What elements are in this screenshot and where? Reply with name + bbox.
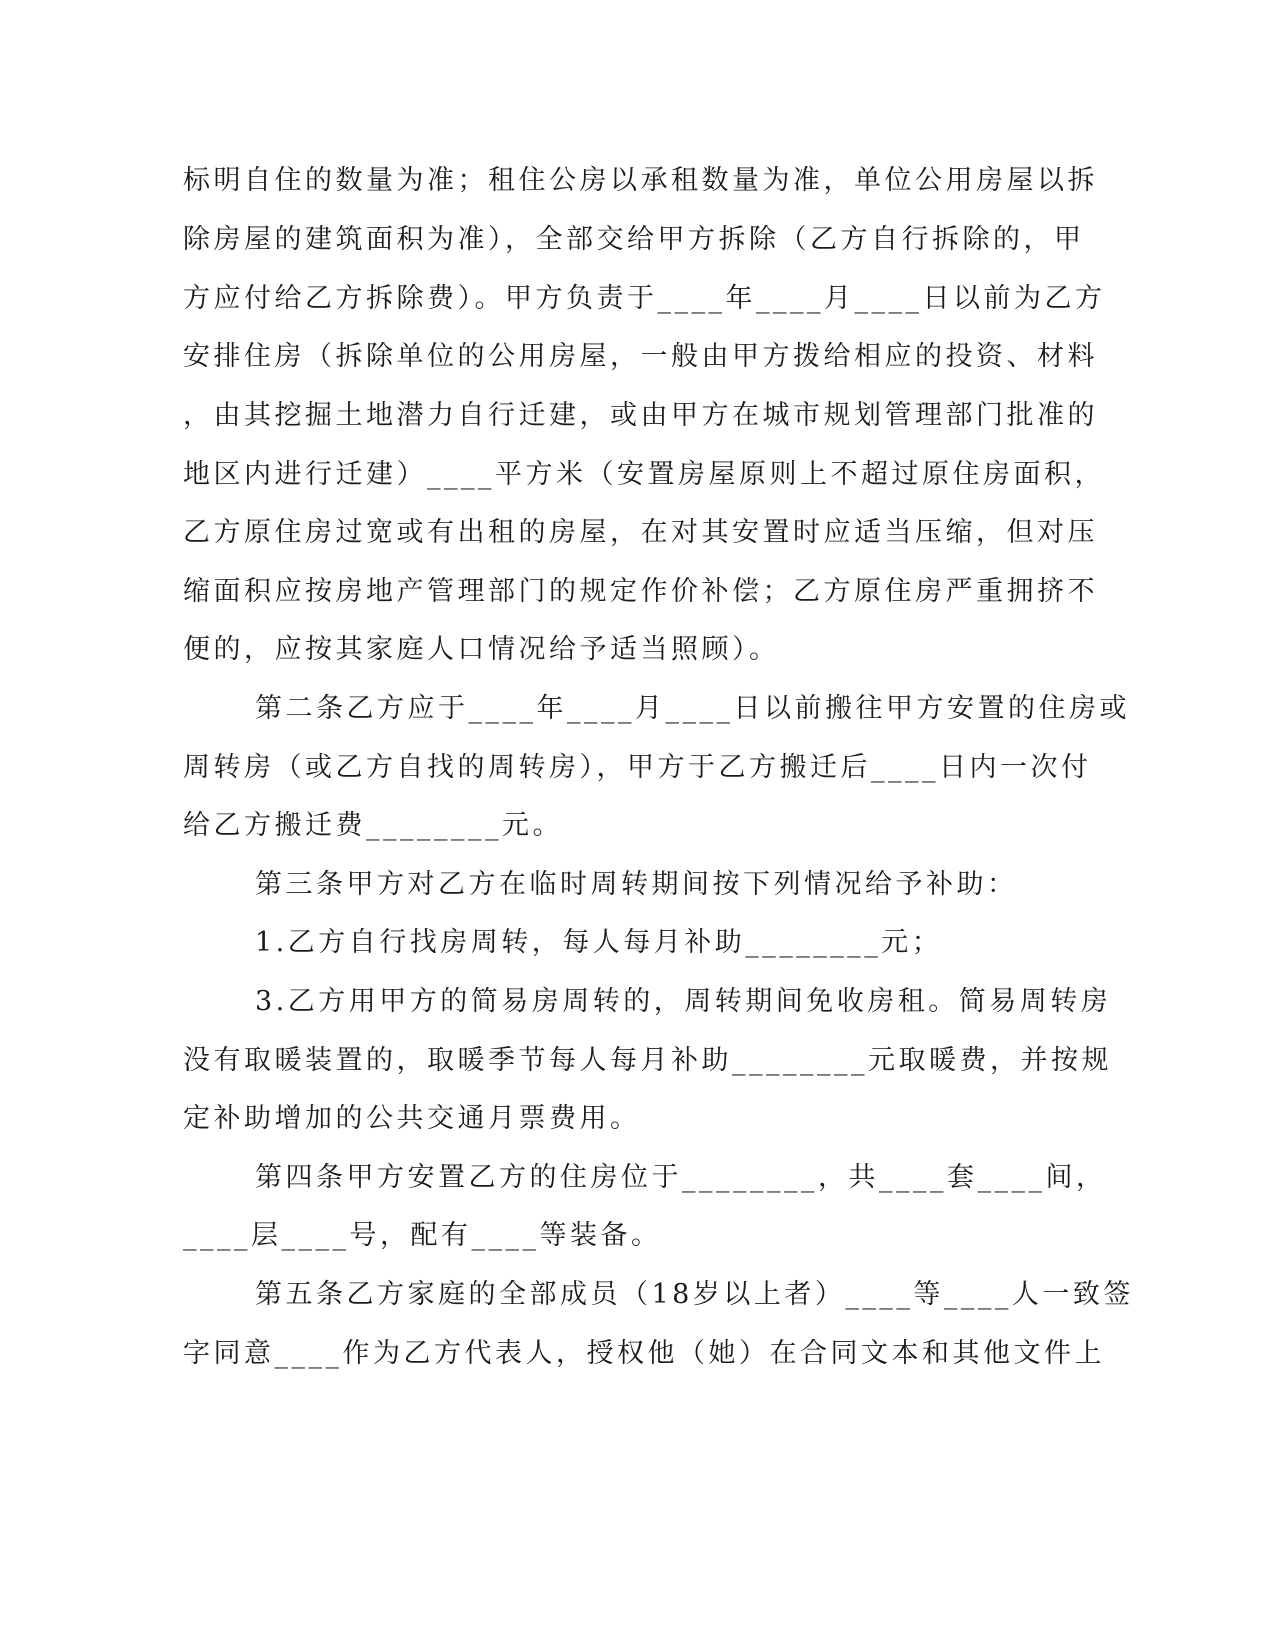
text-line: 给乙方搬迁费________元。: [183, 810, 563, 841]
article-5-heading-line: 第五条乙方家庭的全部成员（18岁以上者）____等____人一致签: [255, 1279, 1134, 1310]
text-line: 周转房（或乙方自找的周转房），甲方于乙方搬迁后____日内一次付: [183, 752, 1092, 783]
text-line: 除房屋的建筑面积为准），全部交给甲方拆除（乙方自行拆除的，甲: [183, 224, 1085, 255]
text-line: 便的，应按其家庭人口情况给予适当照顾）。: [183, 634, 780, 665]
text-line: 标明自住的数量为准；租住公房以承租数量为准，单位公用房屋以拆: [183, 165, 1098, 196]
article-3-heading-line: 第三条甲方对乙方在临时周转期间按下列情况给予补助：: [255, 869, 1018, 900]
list-item-3: 3.乙方用甲方的简易房周转的，周转期间免收房租。简易周转房: [255, 986, 1112, 1017]
text-line: 方应付给乙方拆除费）。甲方负责于____年____月____日以前为乙方: [183, 283, 1106, 314]
text-line: ____层____号，配有____等装备。: [183, 1220, 662, 1251]
text-line: 地区内进行迁建）____平方米（安置房屋原则上不超过原住房面积，: [183, 459, 1105, 490]
text-line: 乙方原住房过宽或有出租的房屋，在对其安置时应适当压缩，但对压: [183, 517, 1098, 548]
text-line: 没有取暖装置的，取暖季节每人每月补助________元取暖费，并按规: [183, 1045, 1112, 1076]
text-line: 定补助增加的公共交通月票费用。: [183, 1103, 641, 1134]
text-line: 缩面积应按房地产管理部门的规定作价补偿；乙方原住房严重拥挤不: [183, 576, 1098, 607]
list-item-1: 1.乙方自行找房周转，每人每月补助________元；: [255, 927, 943, 958]
text-line: ，由其挖掘土地潜力自行迁建，或由甲方在城市规划管理部门批准的: [183, 400, 1098, 431]
text-line: 安排住房（拆除单位的公用房屋，一般由甲方拨给相应的投资、材料: [183, 341, 1098, 372]
article-4-heading-line: 第四条甲方安置乙方的住房位于________，共____套____间，: [255, 1162, 1107, 1193]
text-line: 字同意____作为乙方代表人，授权他（她）在合同文本和其他文件上: [183, 1338, 1105, 1369]
article-2-heading-line: 第二条乙方应于____年____月____日以前搬往甲方安置的住房或: [255, 693, 1130, 724]
